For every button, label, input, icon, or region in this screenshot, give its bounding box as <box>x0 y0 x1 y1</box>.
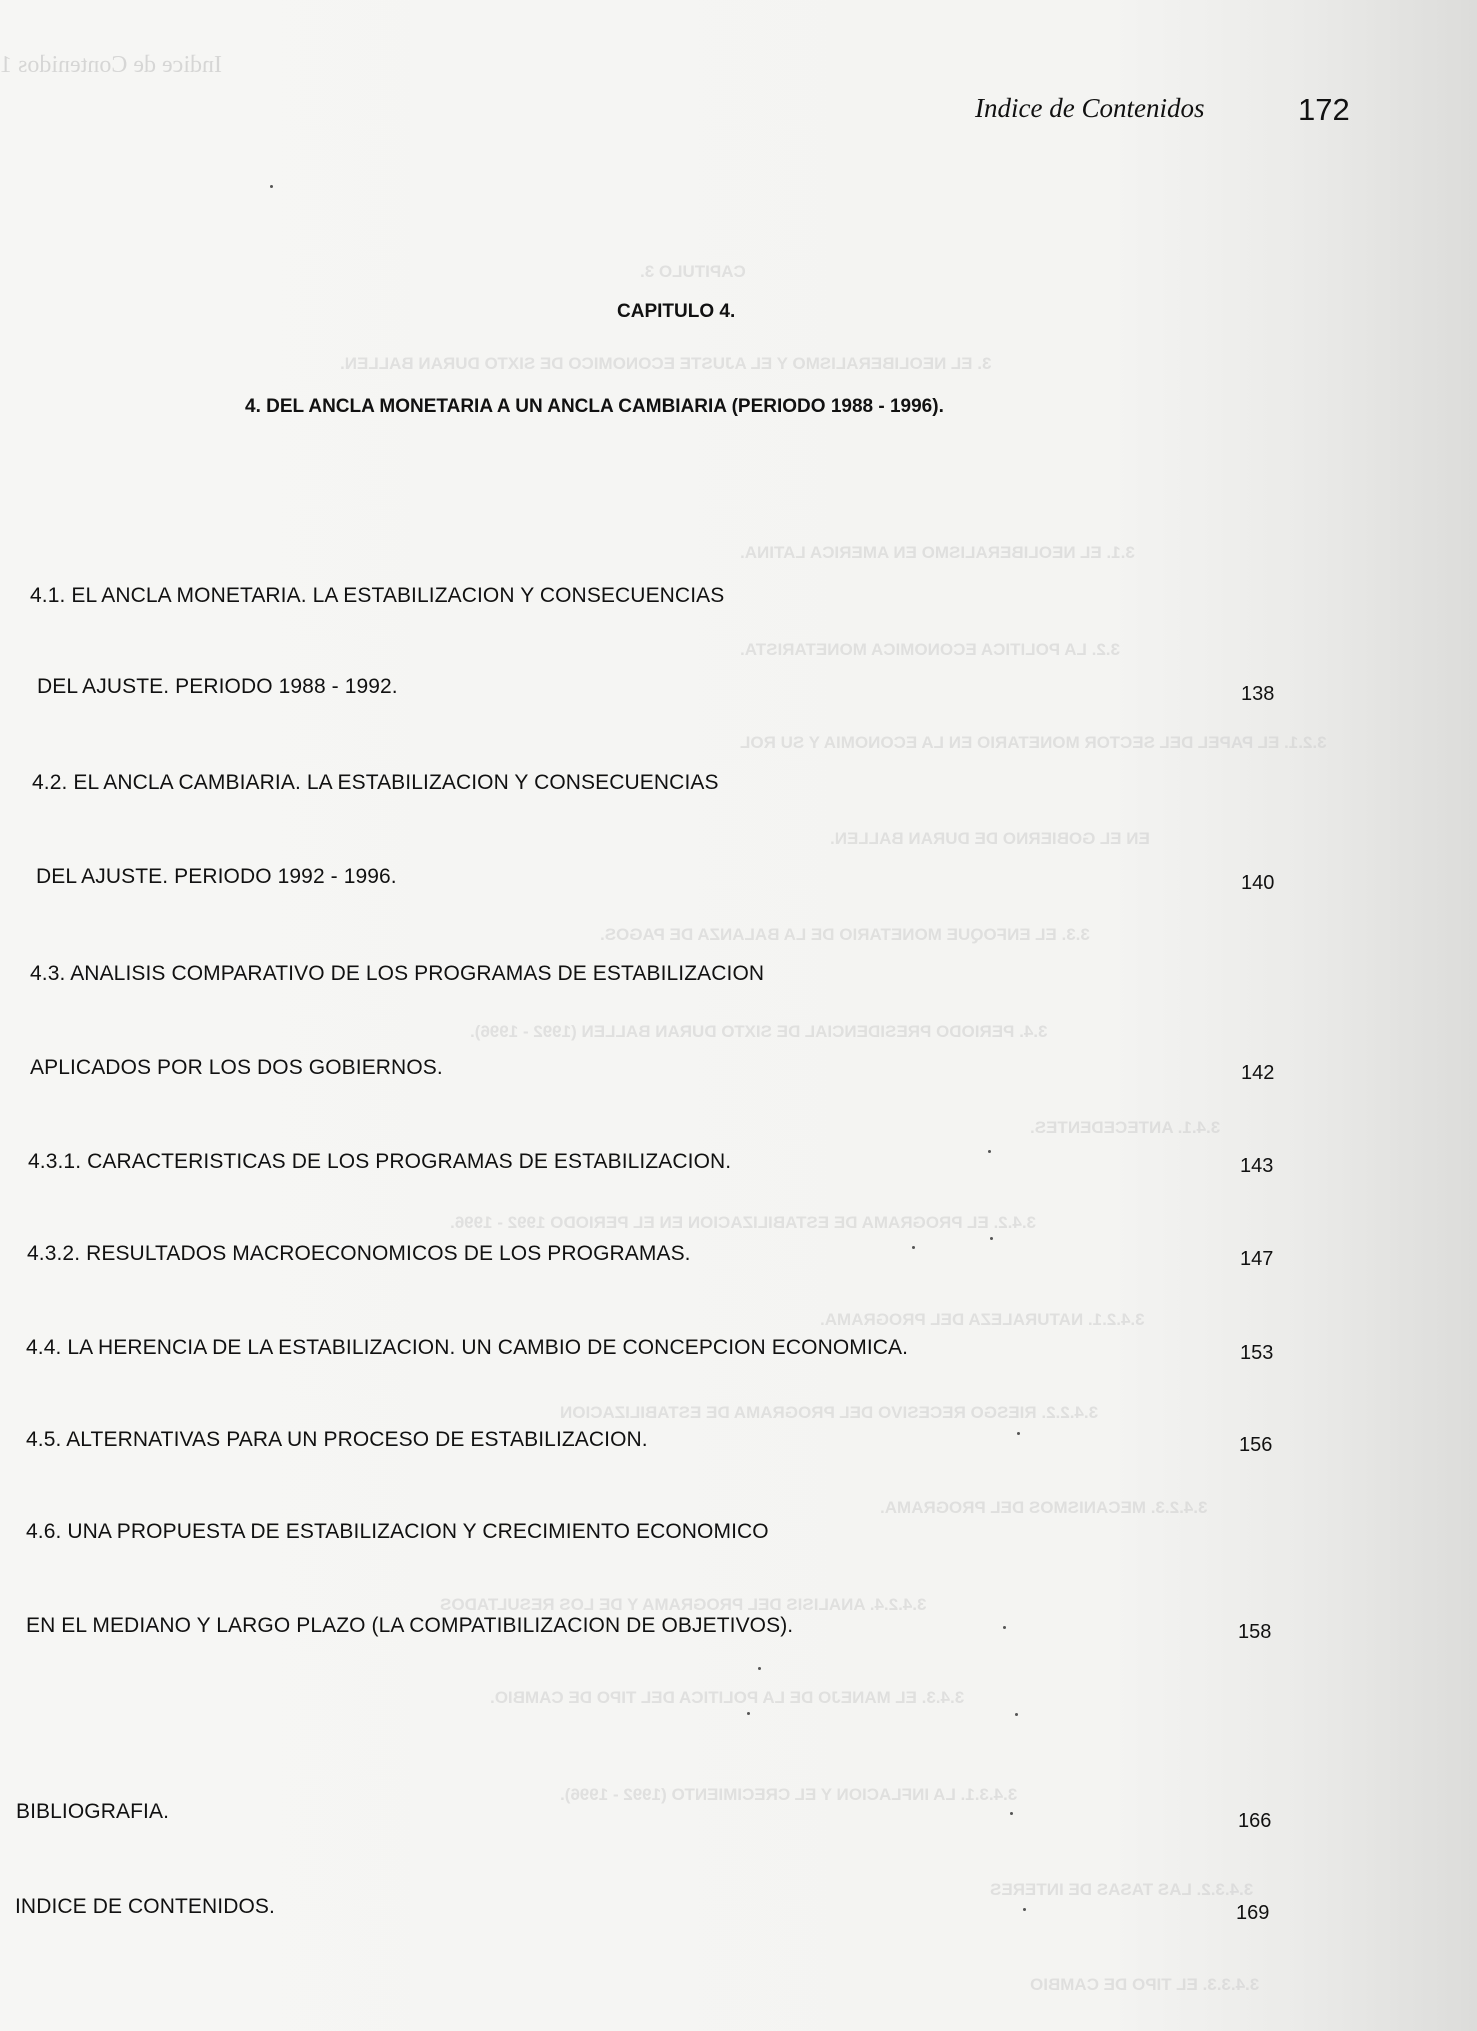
show-through-text: 3.3. EL ENFOQUE MONETARIO DE LA BALANZA DE PAGOS. <box>600 925 1090 944</box>
scan-speck <box>1017 1432 1020 1435</box>
toc-entry-page: 147 <box>1240 1248 1274 1270</box>
scan-speck <box>1003 1626 1006 1629</box>
show-through-text: 3.4.3.1. LA INFLACION Y EL CRECIMIENTO (1992 - 1996). <box>560 1785 1018 1804</box>
toc-entry-page: 158 <box>1238 1621 1272 1643</box>
show-through-text: 3.4. PERIODO PRESIDENCIAL DE SIXTO DURAN BALLEN (1992 - 1996). <box>470 1022 1048 1041</box>
toc-entry-text: INDICE DE CONTENIDOS. <box>15 1895 275 1918</box>
show-through-text: 3.4.3. EL MANEJO DE LA POLITICA DEL TIPO DE CAMBIO. <box>490 1688 965 1707</box>
toc-entry-text: DEL AJUSTE. PERIODO 1992 - 1996. <box>36 865 397 888</box>
toc-entry-text: DEL AJUSTE. PERIODO 1988 - 1992. <box>37 675 398 698</box>
scan-speck <box>1010 1812 1013 1815</box>
toc-entry-text: 4.3. ANALISIS COMPARATIVO DE LOS PROGRAMAS DE ESTABILIZACION <box>30 962 765 985</box>
scan-speck <box>990 1237 993 1240</box>
toc-entry-text: 4.1. EL ANCLA MONETARIA. LA ESTABILIZACION Y CONSECUENCIAS <box>30 584 725 607</box>
show-through-text: 3.4.3.3. EL TIPO DE CAMBIO <box>1030 1975 1260 1994</box>
show-through-text: 3.4.2.1. NATURALEZA DEL PROGRAMA. <box>820 1310 1145 1329</box>
chapter-title: 4. DEL ANCLA MONETARIA A UN ANCLA CAMBIARIA (PERIODO 1988 - 1996). <box>245 396 944 417</box>
toc-entry-page: 142 <box>1241 1062 1275 1084</box>
scan-speck <box>758 1667 761 1670</box>
toc-entry-page: 138 <box>1241 683 1275 705</box>
show-through-text: 3.4.2.3. MECANISMOS DEL PROGRAMA. <box>880 1498 1208 1517</box>
scan-speck <box>270 185 273 188</box>
show-through-text: 3.2.1. EL PAPEL DEL SECTOR MONETARIO EN LA ECONOMIA Y SU ROL <box>740 733 1327 752</box>
toc-entry-text: EN EL MEDIANO Y LARGO PLAZO (LA COMPATIBILIZACION DE OBJETIVOS). <box>26 1614 794 1637</box>
chapter-label: CAPITULO 4. <box>617 301 736 322</box>
show-through-text: 3. EL NEOLIBERALISMO Y EL AJUSTE ECONOMICO DE SIXTO DURAN BALLEN. <box>340 354 992 373</box>
show-through-text: 3.4.1. ANTECEDENTES. <box>1030 1118 1221 1137</box>
toc-entry-page: 153 <box>1240 1342 1274 1364</box>
scan-speck <box>747 1712 750 1715</box>
page-number: 172 <box>1298 92 1350 127</box>
toc-entry-text: 4.3.2. RESULTADOS MACROECONOMICOS DE LOS PROGRAMAS. <box>27 1242 691 1265</box>
show-through-text: 3.4.2.4. ANALISIS DEL PROGRAMA Y DE LOS RESULTADOS <box>440 1595 927 1614</box>
toc-entry-text: 4.4. LA HERENCIA DE LA ESTABILIZACION. UN CAMBIO DE CONCEPCION ECONOMICA. <box>26 1336 909 1359</box>
show-through-header: Indice de Contenidos 1 <box>0 52 222 78</box>
toc-entry-text: 4.3.1. CARACTERISTICAS DE LOS PROGRAMAS DE ESTABILIZACION. <box>28 1150 732 1173</box>
toc-entry-page: 169 <box>1236 1902 1270 1924</box>
scan-speck <box>912 1246 915 1249</box>
show-through-text: 3.4.3.2. LAS TASAS DE INTERES <box>990 1880 1254 1899</box>
scan-speck <box>1015 1713 1018 1716</box>
toc-entry-page: 166 <box>1238 1810 1272 1832</box>
scan-speck <box>1023 1908 1026 1911</box>
show-through-text: 3.4.2. EL PROGRAMA DE ESTABILIZACION EN EL PERIODO 1992 - 1996. <box>450 1213 1037 1232</box>
scan-speck <box>988 1150 991 1153</box>
header-title: Indice de Contenidos <box>975 93 1205 123</box>
show-through-text: 3.2. LA POLITICA ECONOMICA MONETARISTA. <box>740 640 1120 659</box>
toc-entry-text: APLICADOS POR LOS DOS GOBIERNOS. <box>30 1056 443 1079</box>
toc-entry-page: 140 <box>1241 872 1275 894</box>
show-through-text: CAPITULO 3. <box>640 262 746 281</box>
toc-entry-text: 4.5. ALTERNATIVAS PARA UN PROCESO DE ESTABILIZACION. <box>26 1428 648 1451</box>
toc-entry-page: 156 <box>1239 1434 1273 1456</box>
show-through-text: 3.4.2.2. RIESGO RECESIVO DEL PROGRAMA DE ESTABILIZACION <box>560 1403 1099 1422</box>
show-through-text: EN EL GOBIERNO DE DURAN BALLEN. <box>830 829 1150 848</box>
toc-entry-text: BIBLIOGRAFIA. <box>16 1800 170 1823</box>
toc-entry-page: 143 <box>1240 1155 1274 1177</box>
toc-entry-text: 4.2. EL ANCLA CAMBIARIA. LA ESTABILIZACION Y CONSECUENCIAS <box>32 771 719 794</box>
show-through-text: 3.1. EL NEOLIBERALISMO EN AMERICA LATINA. <box>740 543 1135 562</box>
toc-entry-text: 4.6. UNA PROPUESTA DE ESTABILIZACION Y CRECIMIENTO ECONOMICO <box>26 1520 769 1543</box>
